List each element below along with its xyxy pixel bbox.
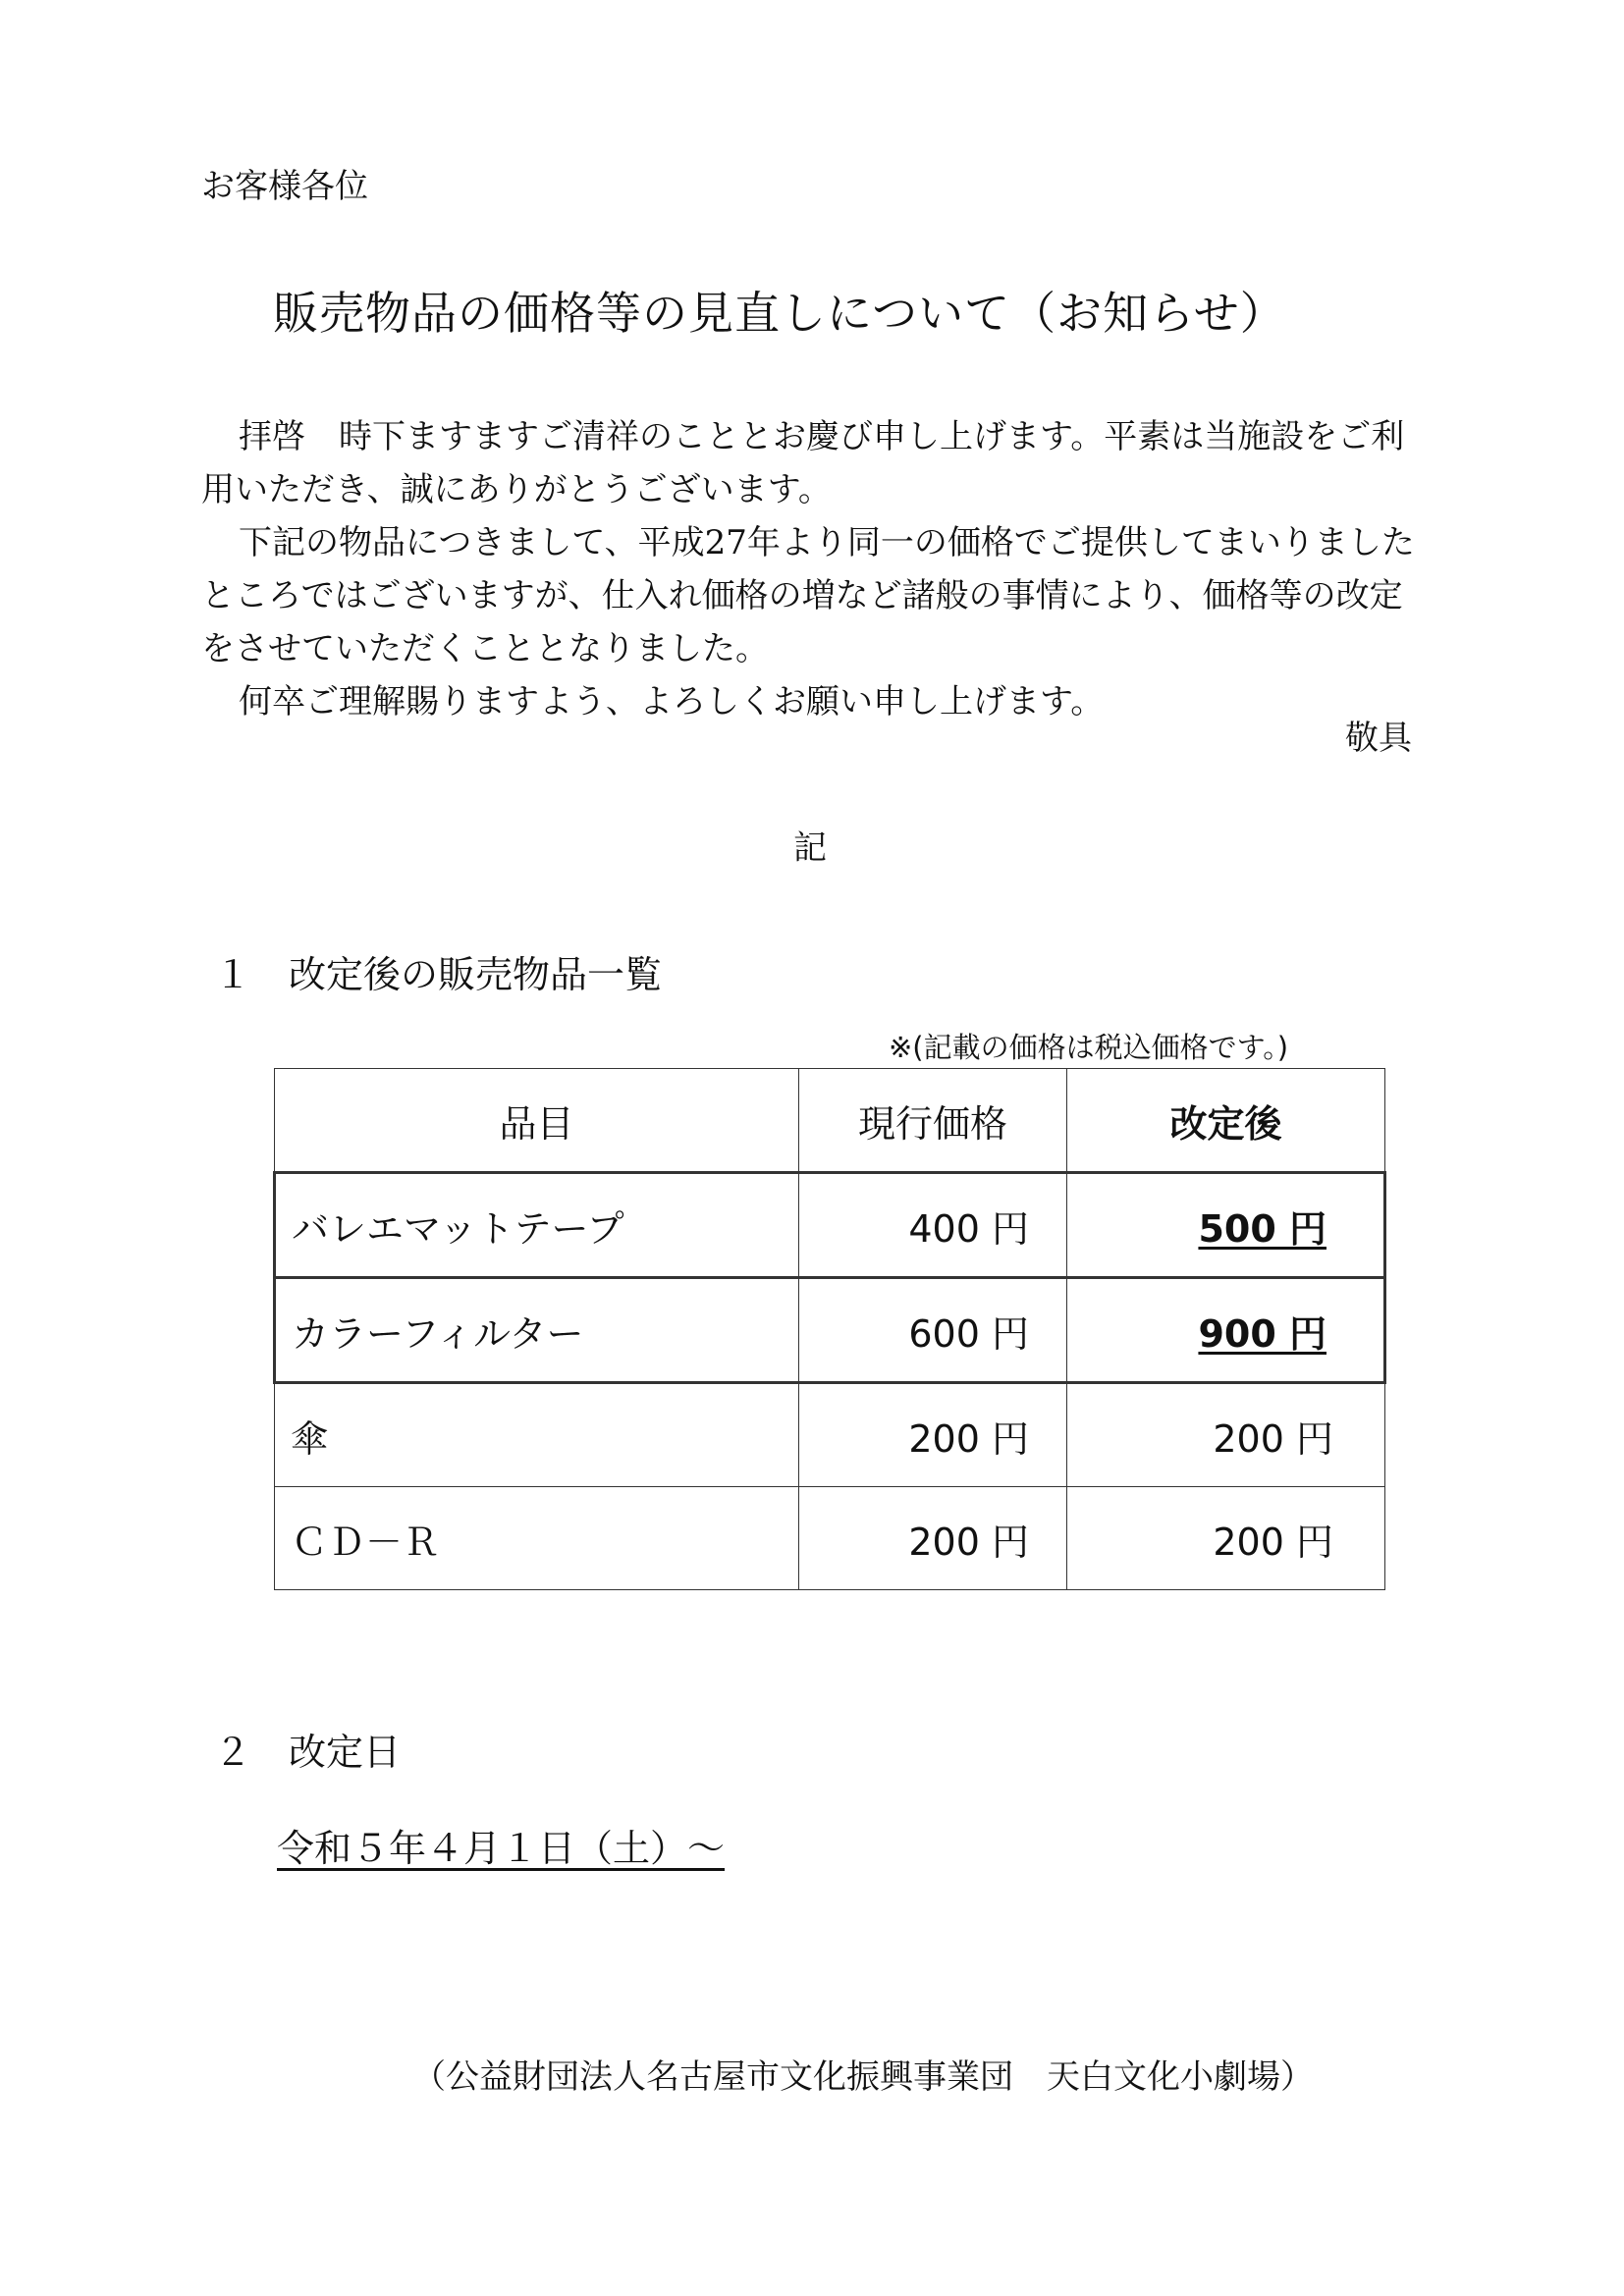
section-1-number: １: [214, 953, 252, 996]
header-current-price: 現行価格: [799, 1069, 1067, 1173]
closing-keigu: 敬具: [1345, 719, 1412, 758]
table-row: [275, 1383, 1385, 1487]
item-name: カラーフィルター: [275, 1278, 799, 1383]
section-2-number: ２: [214, 1731, 252, 1774]
current-price: 400 円: [799, 1173, 1067, 1278]
greeting-body: [201, 410, 1419, 728]
price-table: [273, 1068, 1386, 1590]
revision-date: 令和５年４月１日（土）～: [277, 1827, 726, 1870]
header-revised-price: 改定後: [1067, 1069, 1385, 1173]
ki-marker: 記: [793, 828, 827, 868]
document-title: 販売物品の価格等の見直しについて（お知らせ）: [273, 287, 1286, 340]
revised-price: 200 円: [1067, 1383, 1385, 1487]
table-row: [275, 1487, 1385, 1590]
section-2-heading: [214, 1722, 401, 1776]
revised-price: 900 円: [1067, 1278, 1385, 1383]
item-name: ＣＤ－Ｒ: [275, 1487, 799, 1590]
request-paragraph: 何卒ご理解賜りますよう、よろしくお願い申し上げます。: [239, 682, 1105, 721]
revised-price: 200 円: [1067, 1487, 1385, 1590]
table-row: [275, 1278, 1385, 1383]
section-1-heading: [214, 944, 662, 998]
header-item: 品目: [275, 1069, 799, 1173]
notice-paragraph: 下記の物品につきまして、平成27年より同一の価格でご提供してまいりましたところではございますが、仕入れ価格の増など諸般の事情により、価格等の改定をさせていただくこととなりました。: [201, 523, 1415, 668]
item-name: 傘: [275, 1383, 799, 1487]
table-row: [275, 1173, 1385, 1278]
tax-note: ※(記載の価格は税込価格です。): [889, 1031, 1289, 1064]
table-header-row: [275, 1069, 1385, 1173]
current-price: 200 円: [799, 1383, 1067, 1487]
section-1-title: 改定後の販売物品一覧: [289, 953, 663, 996]
item-name: バレエマットテープ: [275, 1173, 799, 1278]
greeting-paragraph: 拝啓 時下ますますご清祥のこととお慶び申し上げます。平素は当施設をご利用いただき、誠にありがとうございます。: [201, 417, 1405, 509]
addressee: お客様各位: [201, 167, 368, 206]
section-2-title: 改定日: [289, 1731, 402, 1774]
current-price: 200 円: [799, 1487, 1067, 1590]
current-price: 600 円: [799, 1278, 1067, 1383]
revised-price: 500 円: [1067, 1173, 1385, 1278]
organization-name: （公益財団法人名古屋市文化振興事業団 天白文化小劇場）: [412, 2057, 1314, 2097]
